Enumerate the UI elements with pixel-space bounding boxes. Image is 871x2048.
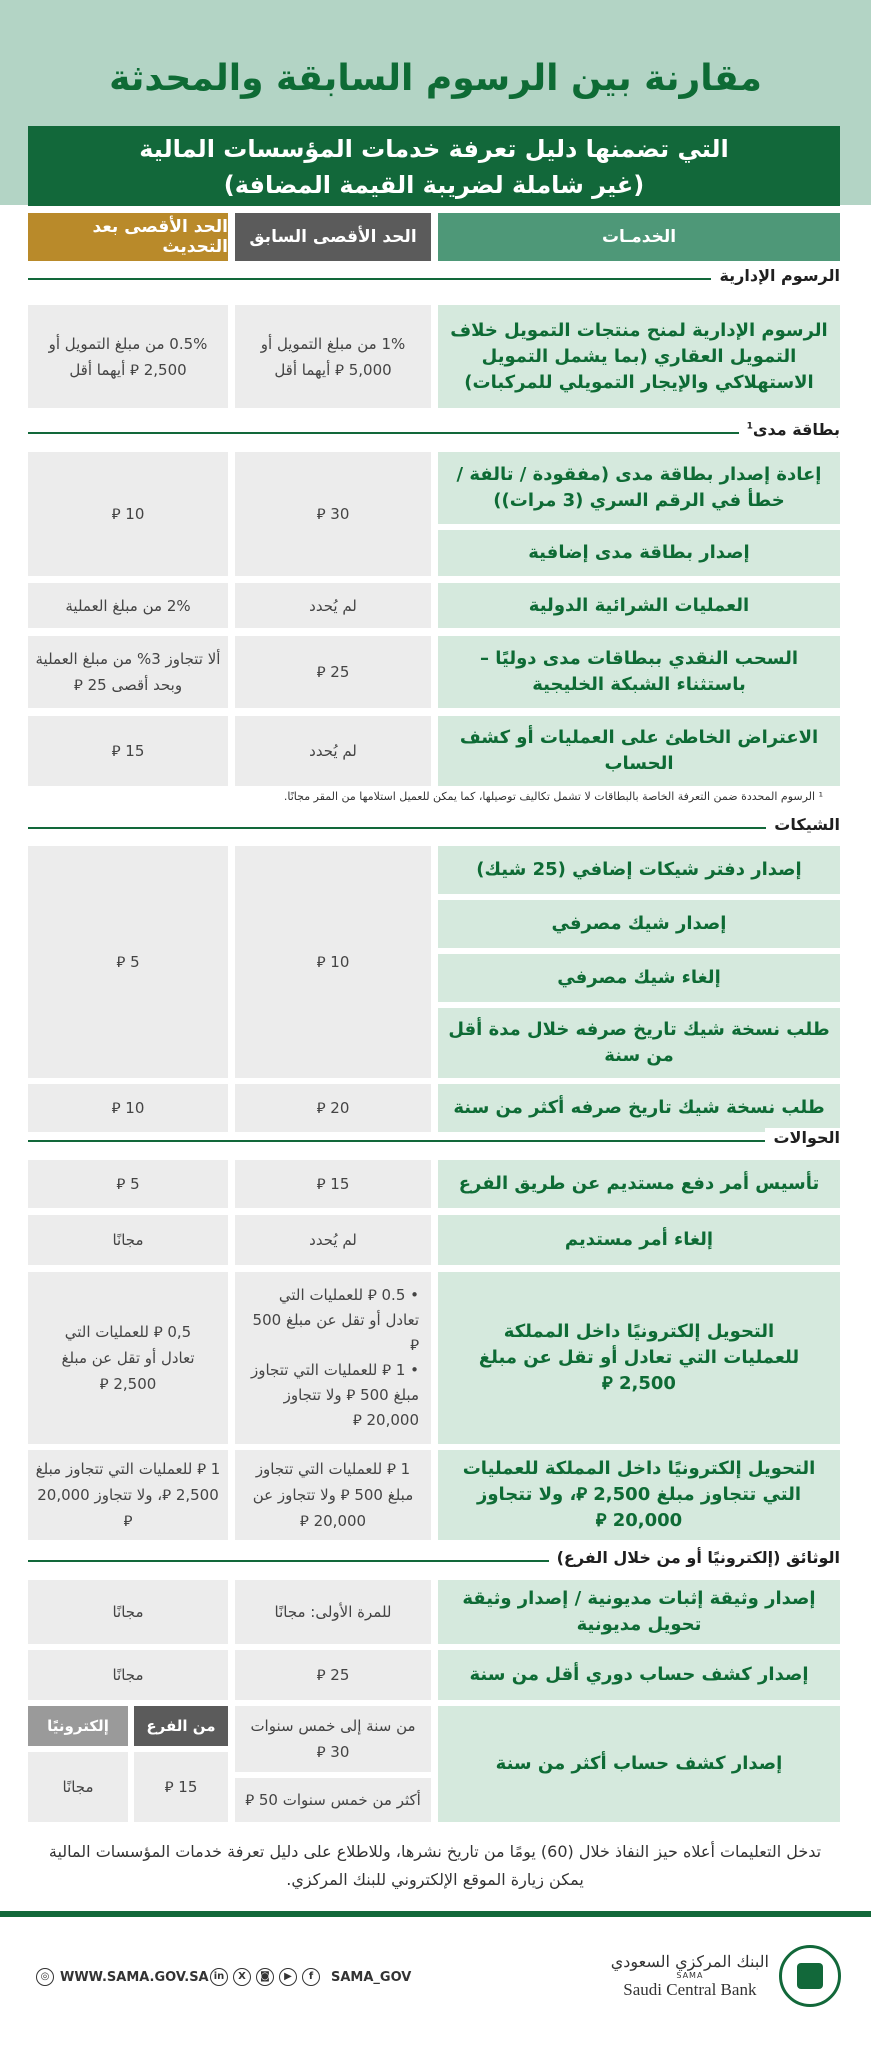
updated-cancel-order: مجانًا bbox=[28, 1215, 228, 1265]
updated-mada-group: 10 ⃁ bbox=[28, 452, 228, 576]
column-header-previous: الحد الأقصى السابق bbox=[235, 213, 431, 261]
previous-transfer-large: 1 ⃁ للعمليات التي تتجاوز مبلغ 500 ⃁ ولا تتجاوز عن 20,000 ⃁ bbox=[235, 1450, 431, 1540]
section-documents: الوثائق (إلكترونيًا أو من خلال الفرع) bbox=[28, 1546, 840, 1576]
x-icon[interactable]: X bbox=[233, 1968, 251, 1986]
updated-transfer-large: 1 ⃁ للعمليات التي تتجاوز مبلغ 2,500 ⃁، ولا تتجاوز 20,000 ⃁ bbox=[28, 1450, 228, 1540]
updated-admin-fees: 0.5% من مبلغ التمويل أو 2,500 ⃁ أيهما أقل bbox=[28, 305, 228, 408]
updated-debt-doc: مجانًا bbox=[28, 1580, 228, 1644]
website[interactable] bbox=[36, 1968, 209, 1986]
subtitle-box bbox=[28, 126, 840, 206]
section-admin-fees: الرسوم الإدارية bbox=[28, 264, 840, 294]
bank-abbr: SAMA bbox=[676, 1971, 704, 1980]
footer-divider bbox=[0, 1911, 871, 1917]
updated-checks-group: 5 ⃁ bbox=[28, 846, 228, 1078]
online-label: إلكترونيًا bbox=[28, 1706, 128, 1746]
updated-check-copy-gt: 10 ⃁ bbox=[28, 1084, 228, 1132]
updated-standing-order: 5 ⃁ bbox=[28, 1160, 228, 1208]
facebook-icon[interactable]: f bbox=[302, 1968, 320, 1986]
previous-mada-group: 30 ⃁ bbox=[235, 452, 431, 576]
updated-intl-purchase: 2% من مبلغ العملية bbox=[28, 583, 228, 628]
previous-intl-cash: 25 ⃁ bbox=[235, 636, 431, 708]
section-transfers: الحوالات bbox=[28, 1126, 840, 1156]
previous-intl-purchase: لم يُحدد bbox=[235, 583, 431, 628]
service-mada-extra: إصدار بطاقة مدى إضافية bbox=[438, 530, 840, 576]
service-check-copy-gt: طلب نسخة شيك تاريخ صرفه أكثر من سنة bbox=[438, 1084, 840, 1132]
service-admin-fees: الرسوم الإدارية لمنح منتجات التمويل خلاف التمويل العقاري (بما يشمل التمويل الاستهلاكي والإيجار التمويلي للمركبات) bbox=[438, 305, 840, 408]
bank-name-en: Saudi Central Bank bbox=[623, 1980, 757, 1999]
globe-icon: ◎ bbox=[36, 1968, 54, 1986]
previous-statement-1-5yrs: من سنة إلى خمس سنوات 30 ⃁ bbox=[235, 1706, 431, 1772]
website-link[interactable]: WWW.SAMA.GOV.SA bbox=[60, 1969, 209, 1985]
service-mada-reissue: إعادة إصدار بطاقة مدى (مفقودة / تالفة / خطأ في الرقم السري (3 مرات)) bbox=[438, 452, 840, 524]
service-check-copy-lt: طلب نسخة شيك تاريخ صرفه خلال مدة أقل من سنة bbox=[438, 1008, 840, 1078]
bullet-item: • 1 ⃁ للعمليات التي تتجاوز مبلغ 500 ⃁ ولا تتجاوز 20,000 ⃁ bbox=[251, 1361, 419, 1429]
service-cancel-check: إلغاء شيك مصرفي bbox=[438, 954, 840, 1002]
branch-value: 15 ⃁ bbox=[134, 1752, 228, 1822]
service-checkbook: إصدار دفتر شيكات إضافي (25 شيك) bbox=[438, 846, 840, 894]
branch-label: من الفرع bbox=[134, 1706, 228, 1746]
previous-statement-over-5yrs: أكثر من خمس سنوات 50 ⃁ bbox=[235, 1778, 431, 1822]
youtube-icon[interactable]: ▶ bbox=[279, 1968, 297, 1986]
updated-transfer-small: 0,5 ⃁ للعمليات التي تعادل أو تقل عن مبلغ 2,500 ⃁ bbox=[28, 1272, 228, 1444]
instagram-icon[interactable]: ◙ bbox=[256, 1968, 274, 1986]
updated-dispute: 15 ⃁ bbox=[28, 716, 228, 786]
previous-check-copy-gt: 20 ⃁ bbox=[235, 1084, 431, 1132]
previous-admin-fees: 1% من مبلغ التمويل أو 5,000 ⃁ أيهما أقل bbox=[235, 305, 431, 408]
bank-logo bbox=[611, 1945, 841, 2007]
mada-footnote: ¹ الرسوم المحددة ضمن التعرفة الخاصة بالبطاقات لا تشمل تكاليف توصيلها، كما يمكن للعميل استلامها من المقر مجانًا. bbox=[283, 790, 823, 803]
service-cancel-order: إلغاء أمر مستديم bbox=[438, 1215, 840, 1265]
service-transfer-large: التحويل إلكترونيًا داخل المملكة للعمليات التي تتجاوز مبلغ 2,500 ⃁، ولا تتجاوز 20,000 ⃁ bbox=[438, 1450, 840, 1540]
subtitle-line-2: (غير شاملة لضريبة القيمة المضافة) bbox=[223, 171, 645, 199]
previous-cancel-order: لم يُحدد bbox=[235, 1215, 431, 1265]
bank-name-ar: البنك المركزي السعودي bbox=[610, 1952, 769, 1971]
footnote-marker: 1 bbox=[746, 421, 753, 432]
previous-statement-lt: 25 ⃁ bbox=[235, 1650, 431, 1700]
previous-debt-doc: للمرة الأولى: مجانًا bbox=[235, 1580, 431, 1644]
service-intl-purchase: العمليات الشرائية الدولية bbox=[438, 583, 840, 628]
service-statement-lt: إصدار كشف حساب دوري أقل من سنة bbox=[438, 1650, 840, 1700]
column-header-services: الخدمـات bbox=[438, 213, 840, 261]
service-dispute: الاعتراض الخاطئ على العمليات أو كشف الحساب bbox=[438, 716, 840, 786]
previous-transfer-small bbox=[235, 1272, 431, 1444]
footer-text: تدخل التعليمات أعلاه حيز النفاذ خلال (60) يومًا من تاريخ نشرها، وللاطلاع على دليل تعرفة خدمات المؤسسات المالية يمكن زيارة الموقع الإلكتروني للبنك المركزي. bbox=[48, 1842, 822, 1889]
previous-dispute: لم يُحدد bbox=[235, 716, 431, 786]
bank-seal-icon bbox=[779, 1945, 841, 2007]
bullet-item: • 0.5 ⃁ للعمليات التي تعادل أو تقل عن مبلغ 500 ⃁ bbox=[252, 1286, 419, 1354]
service-transfer-small: التحويل إلكترونيًا داخل المملكة للعمليات التي تعادل أو تقل عن مبلغ 2,500 ⃁ bbox=[438, 1272, 840, 1444]
social-links bbox=[210, 1968, 411, 1986]
linkedin-icon[interactable]: in bbox=[210, 1968, 228, 1986]
section-checks: الشيكات bbox=[28, 813, 840, 843]
updated-intl-cash: ألا تتجاوز 3% من مبلغ العملية وبحد أقصى 25 ⃁ bbox=[28, 636, 228, 708]
updated-statement-lt: مجانًا bbox=[28, 1650, 228, 1700]
social-handle: SAMA_GOV bbox=[331, 1969, 412, 1985]
previous-checks-group: 10 ⃁ bbox=[235, 846, 431, 1078]
page-title: مقارنة بين الرسوم السابقة والمحدثة bbox=[109, 58, 762, 99]
service-standing-order: تأسيس أمر دفع مستديم عن طريق الفرع bbox=[438, 1160, 840, 1208]
subtitle-line-1: التي تضمنها دليل تعرفة خدمات المؤسسات المالية bbox=[139, 135, 729, 163]
service-debt-doc: إصدار وثيقة إثبات مديونية / إصدار وثيقة تحويل مديونية bbox=[438, 1580, 840, 1644]
service-bank-check: إصدار شيك مصرفي bbox=[438, 900, 840, 948]
online-value: مجانًا bbox=[28, 1752, 128, 1822]
service-statement-gt: إصدار كشف حساب أكثر من سنة bbox=[438, 1706, 840, 1822]
column-header-updated: الحد الأقصى بعد التحديث bbox=[28, 213, 228, 261]
previous-standing-order: 15 ⃁ bbox=[235, 1160, 431, 1208]
service-intl-cash: السحب النقدي ببطاقات مدى دوليًا – باستثناء الشبكة الخليجية bbox=[438, 636, 840, 708]
section-mada-card: بطاقة مدى$^1$ bbox=[28, 418, 840, 448]
